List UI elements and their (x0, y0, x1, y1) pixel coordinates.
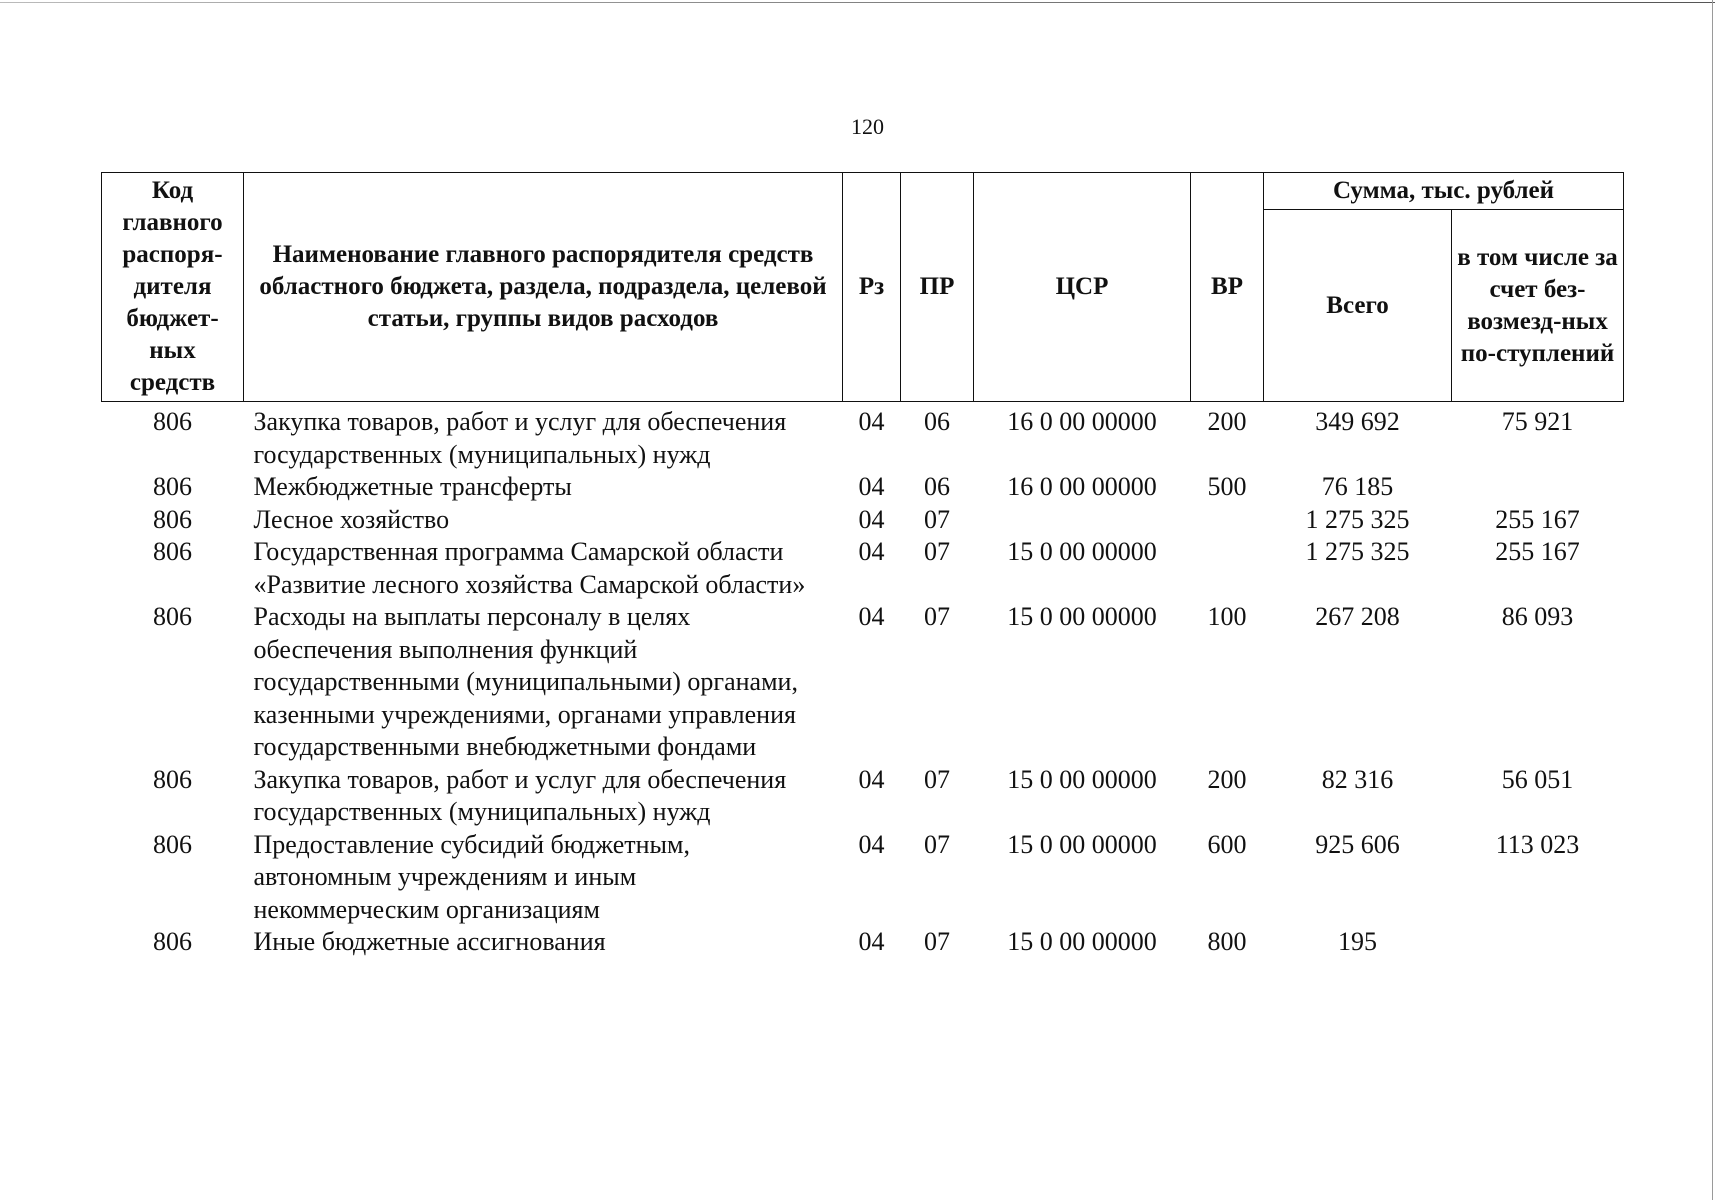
cell-csr: 16 0 00 00000 (1007, 407, 1157, 436)
cell-pr: 06 (924, 407, 950, 436)
cell-vr: 200 (1207, 764, 1247, 794)
cell-rz: 04 (858, 927, 885, 956)
cell-pr: 06 (924, 472, 950, 501)
header-sum: Сумма, тыс. рублей (1264, 173, 1624, 210)
cell-total: 925 606 (1315, 829, 1400, 859)
cell-free: 86 093 (1501, 602, 1574, 631)
table-header (102, 173, 1624, 402)
cell-rz: 04 (858, 472, 885, 501)
cell-total: 349 692 (1315, 407, 1400, 436)
cell-code: 806 (153, 504, 192, 534)
cell-vr: 100 (1207, 602, 1247, 631)
cell-code: 806 (153, 602, 192, 631)
cell-free: 255 167 (1495, 537, 1580, 566)
cell-free: 255 167 (1495, 504, 1580, 534)
cell-rz: 04 (858, 407, 885, 436)
cell-rz: 04 (858, 829, 885, 859)
cell-code: 806 (153, 764, 192, 794)
cell-name: Предоставление субсидий бюджетным, автономным учреждениям и иным некоммерческим организациям (253, 829, 690, 924)
cell-pr: 07 (924, 537, 950, 566)
cell-pr: 07 (924, 602, 950, 631)
cell-name: Закупка товаров, работ и услуг для обеспечения государственных (муниципальных) нужд (253, 407, 787, 469)
table-body (102, 402, 1624, 959)
header-name: Наименование главного распорядителя средств областного бюджета, раздела, подраздела, целевой статьи, группы видов расходов (244, 173, 843, 402)
cell-vr (1191, 504, 1264, 537)
cell-code: 806 (153, 472, 192, 501)
header-csr: ЦСР (974, 173, 1191, 402)
cell-code: 806 (153, 407, 192, 436)
cell-pr: 07 (924, 927, 950, 956)
cell-csr: 15 0 00 00000 (1007, 927, 1157, 956)
header-code: Код главного распоря-дителя бюджет-ных средств (102, 173, 244, 402)
table-row (102, 926, 1624, 959)
cell-csr: 15 0 00 00000 (1007, 602, 1157, 631)
cell-vr: 200 (1207, 407, 1247, 436)
cell-csr: 16 0 00 00000 (1007, 472, 1157, 501)
table-row (102, 471, 1624, 504)
cell-pr: 07 (924, 829, 950, 859)
cell-csr: 15 0 00 00000 (1007, 764, 1157, 794)
table-row (102, 601, 1624, 764)
cell-name: Иные бюджетные ассигнования (253, 927, 606, 956)
cell-rz: 04 (858, 764, 885, 794)
table-row (102, 402, 1624, 472)
cell-code: 806 (153, 927, 192, 956)
table-row (102, 536, 1624, 601)
cell-vr: 500 (1207, 472, 1247, 501)
cell-total: 267 208 (1315, 602, 1400, 631)
cell-vr: 600 (1207, 829, 1247, 859)
cell-total: 1 275 325 (1305, 537, 1410, 566)
cell-total: 76 185 (1321, 472, 1394, 501)
cell-total: 82 316 (1321, 764, 1394, 794)
cell-rz: 04 (858, 504, 885, 534)
cell-free: 75 921 (1501, 407, 1574, 436)
cell-pr: 07 (924, 764, 950, 794)
cell-rz: 04 (858, 602, 885, 631)
cell-name: Государственная программа Самарской области «Развитие лесного хозяйства Самарской области» (253, 537, 806, 599)
cell-name: Закупка товаров, работ и услуг для обеспечения государственных (муниципальных) нужд (253, 764, 787, 826)
scan-edge-top (0, 2, 1715, 3)
header-pr: ПР (901, 173, 974, 402)
cell-pr: 07 (924, 504, 950, 534)
table-row (102, 829, 1624, 927)
header-free: в том числе за счет без-возмезд-ных по-ступлений (1452, 210, 1624, 402)
cell-csr (974, 504, 1191, 537)
cell-free: 113 023 (1495, 829, 1580, 859)
cell-vr (1191, 536, 1264, 601)
cell-vr: 800 (1207, 927, 1247, 956)
cell-rz: 04 (858, 537, 885, 566)
header-vr: ВР (1191, 173, 1264, 402)
cell-name: Лесное хозяйство (253, 504, 450, 534)
table-row (102, 764, 1624, 829)
header-row-top (102, 173, 1624, 210)
header-total: Всего (1264, 210, 1452, 402)
cell-csr: 15 0 00 00000 (1007, 829, 1157, 859)
table-row (102, 504, 1624, 537)
cell-free (1452, 471, 1624, 504)
cell-name: Межбюджетные трансферты (253, 472, 572, 501)
scan-edge-right (1712, 0, 1713, 1200)
cell-total: 195 (1338, 927, 1377, 956)
cell-csr: 15 0 00 00000 (1007, 537, 1157, 566)
budget-table (101, 172, 1624, 959)
cell-code: 806 (153, 537, 192, 566)
cell-free: 56 051 (1501, 764, 1574, 794)
cell-name: Расходы на выплаты персоналу в целях обеспечения выполнения функций государственными (муниципальными) органами, казенными учреждениями, органами управления государственными внебюджетными фондами (253, 602, 798, 761)
cell-code: 806 (153, 829, 192, 859)
cell-total: 1 275 325 (1305, 504, 1410, 534)
header-rz: Рз (843, 173, 901, 402)
cell-free (1452, 926, 1624, 959)
page-number: 120 (851, 114, 884, 139)
